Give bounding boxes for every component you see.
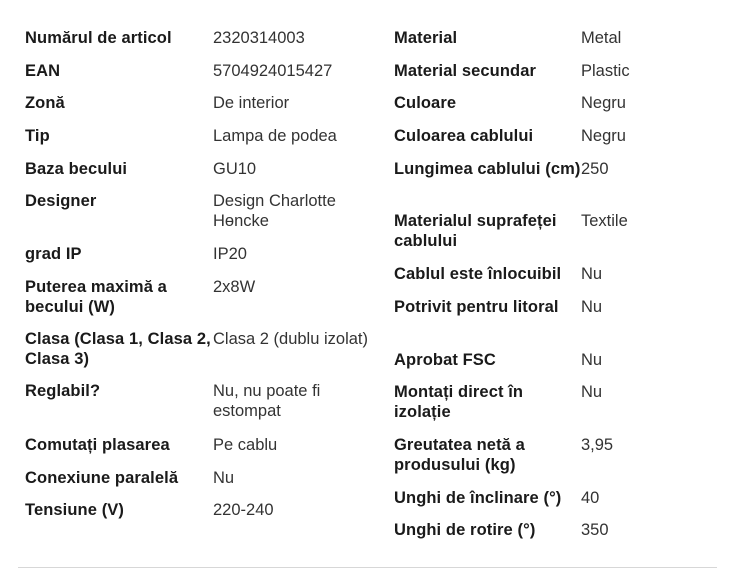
- spec-value: Nu: [213, 469, 235, 487]
- spec-row-dimmable: [25, 381, 394, 435]
- spec-label: Aprobat FSC: [394, 351, 496, 369]
- spec-label: Unghi de înclinare (°): [394, 489, 562, 507]
- spec-value: Plastic: [581, 62, 630, 80]
- spec-value: Nu: [581, 265, 603, 283]
- spec-value: Design Charlotte Hөncke: [213, 192, 336, 230]
- spec-row-zone: [25, 93, 394, 126]
- spec-label: Puterea maximă a becului (W): [25, 278, 167, 316]
- spec-value: De interior: [213, 94, 290, 112]
- spec-row-secondary-material: [394, 61, 714, 93]
- spec-label: Material secundar: [394, 62, 537, 80]
- specifications-left-column: [25, 28, 394, 553]
- spec-value: 220-240: [213, 501, 274, 519]
- spec-value: IP20: [213, 245, 247, 263]
- spec-value: 2320314003: [213, 29, 305, 47]
- spec-label: Montați direct în izolație: [394, 383, 524, 421]
- spec-value: 5704924015427: [213, 62, 333, 80]
- spec-label: Material: [394, 29, 458, 47]
- spec-value: Nu, nu poate fi estompat: [213, 382, 321, 420]
- spec-value: Negru: [581, 94, 626, 112]
- spec-row-coastal-suitable: [394, 297, 714, 350]
- bottom-divider: [18, 567, 717, 568]
- spec-label: Culoarea cablului: [394, 127, 534, 145]
- spec-value: Nu: [581, 383, 603, 401]
- spec-row-ean: [25, 61, 394, 93]
- spec-label: Zonă: [25, 94, 65, 112]
- spec-label: Baza becului: [25, 160, 128, 178]
- spec-value: 250: [581, 160, 609, 178]
- spec-value: 40: [581, 489, 600, 507]
- spec-label: Conexiune paralelă: [25, 469, 179, 487]
- spec-row-fsc-approved: [394, 350, 714, 382]
- spec-row-max-bulb-power: [25, 277, 394, 329]
- spec-label: Culoare: [394, 94, 457, 112]
- spec-value: Nu: [581, 351, 603, 369]
- spec-label: Cablul este înlocuibil: [394, 265, 562, 283]
- spec-label: Designer: [25, 192, 97, 210]
- spec-row-designer: [25, 191, 394, 244]
- spec-value: Nu: [581, 298, 603, 316]
- spec-label: EAN: [25, 62, 61, 80]
- spec-row-cable-surface-material: [394, 211, 714, 264]
- spec-label: Unghi de rotire (°): [394, 521, 536, 539]
- spec-row-bulb-base: [25, 159, 394, 191]
- spec-value: Negru: [581, 127, 626, 145]
- spec-row-mount-in-insulation: [394, 382, 714, 435]
- spec-row-cable-length: [394, 159, 714, 211]
- spec-row-article-number: [25, 28, 394, 61]
- spec-value: 3,95: [581, 436, 614, 454]
- spec-row-ip-rating: [25, 244, 394, 277]
- spec-label: Comutați plasarea: [25, 436, 170, 454]
- spec-row-parallel-connection: [25, 468, 394, 500]
- spec-value: Textile: [581, 212, 628, 230]
- spec-row-cable-color: [394, 126, 714, 159]
- spec-value: Lampa de podea: [213, 127, 337, 145]
- spec-row-material: [394, 28, 714, 61]
- spec-value: Clasa 2 (dublu izolat): [213, 330, 368, 348]
- spec-label: Clasa (Clasa 1, Clasa 2, Clasa 3): [25, 330, 211, 368]
- spec-label: Numărul de articol: [25, 29, 172, 47]
- spec-label: grad IP: [25, 245, 82, 263]
- spec-row-voltage: [25, 500, 394, 533]
- spec-row-switch-placement: [25, 435, 394, 468]
- spec-label: Reglabil?: [25, 382, 101, 400]
- spec-row-color: [394, 93, 714, 126]
- spec-row-tilt-angle: [394, 488, 714, 520]
- spec-row-rotation-angle: [394, 520, 714, 553]
- spec-value: 350: [581, 521, 609, 539]
- spec-label: Greutatea netă a produsului (kg): [394, 436, 525, 474]
- spec-label: Materialul suprafeței cablului: [394, 212, 557, 250]
- spec-value: GU10: [213, 160, 257, 178]
- spec-row-net-weight: [394, 435, 714, 488]
- spec-value: Pe cablu: [213, 436, 278, 454]
- product-specifications-table: [25, 28, 714, 553]
- spec-label: Tensiune (V): [25, 501, 124, 519]
- spec-row-type: [25, 126, 394, 159]
- spec-label: Lungimea cablului (cm): [394, 160, 581, 178]
- spec-value: Metal: [581, 29, 622, 47]
- spec-label: Tip: [25, 127, 50, 145]
- spec-row-class: [25, 329, 394, 381]
- spec-label: Potrivit pentru litoral: [394, 298, 559, 316]
- spec-row-cable-replaceable: [394, 264, 714, 297]
- spec-value: 2x8W: [213, 278, 256, 296]
- specifications-right-column: [394, 28, 714, 553]
